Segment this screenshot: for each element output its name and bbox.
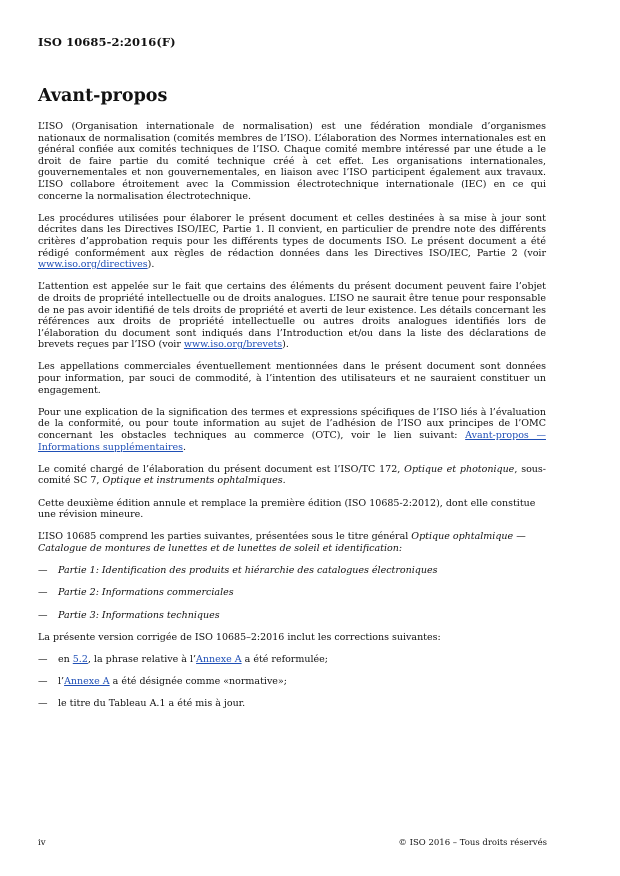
paragraph-patents: L’attention est appelée sur le fait que certains des éléments du présent document peuvent faire l’objet de droits de propriété intellectuelle ou de droits analogues. L’ISO ne saurait être tenue pour responsable de ne pas avoir identifié de tels droits de propriété et averti de leur existence. Les détails concernant les références aux droits de propriété intellectuelle ou autres droits analogues identifiés lors de l’élaboration du document sont indiqués dans l’Introduction et/ou dans la liste des déclarations de brevets reçues par l’ISO (voir www.iso.org/brevets).: [38, 281, 546, 351]
list-item: — en 5.2, la phrase relative à l’Annexe A a été reformulée;: [38, 653, 328, 665]
list-item: — Partie 2: Informations commerciales: [38, 587, 234, 599]
list-item: — Partie 3: Informations techniques: [38, 609, 220, 621]
supplementary-info-link[interactable]: Avant-propos — Informations supplémentaires: [38, 430, 546, 453]
annex-a-link[interactable]: Annexe A: [196, 653, 242, 665]
list-item: — le titre du Tableau A.1 a été mis à jour.: [38, 698, 246, 710]
page-title: Avant-propos: [38, 86, 168, 106]
paragraph-parts-intro: L’ISO 10685 comprend les parties suivantes, présentées sous le titre général Optique ophtalmique — Catalogue de montures de lunettes et de lunettes de soleil et identification:: [38, 531, 526, 554]
patents-link[interactable]: www.iso.org/brevets: [183, 339, 283, 351]
copyright-notice: © ISO 2016 – Tous droits réservés: [398, 838, 547, 848]
clause-5-2-link[interactable]: 5.2: [72, 653, 88, 665]
paragraph-conformity: Pour une explication de la signification des termes et expressions spécifiques de l’ISO liés à l’évaluation de la conformité, ou pour toute information au sujet de l’adhésion de l’ISO aux principes de l’OMC concernant les obstacles techniques au commerce (OTC), voir le lien suivant: Avant-propos — Informations supplémentaires.: [38, 406, 546, 453]
paragraph-iso-intro: L’ISO (Organisation internationale de normalisation) est une fédération mondiale d’organismes nationaux de normalisation (comités membres de l’ISO). L’élaboration des Normes internationales est en général confiée aux comités techniques de l’ISO. Chaque comité membre intéressé par une étude a le droit de faire partie du comité technique créé à cet effet. Les organisations internationales, gouvernementales et non gouvernementales, en liaison avec l’ISO participent également aux travaux. L’ISO collabore étroitement avec la Commission électrotechnique internationale (IEC) en ce qui concerne la normalisation électrotechnique.: [38, 121, 546, 202]
paragraph-trade-names: Les appellations commerciales éventuellement mentionnées dans le présent document sont données pour information, par souci de commodité, à l’intention des utilisateurs et ne sauraient constituer un engagement.: [38, 361, 546, 396]
annex-a-link[interactable]: Annexe A: [64, 676, 110, 688]
list-item: — l’Annexe A a été désignée comme «normative»;: [38, 676, 287, 688]
paragraph-edition: Cette deuxième édition annule et remplace la première édition (ISO 10685-2:2012), dont elle constitue une révision mineure.: [38, 497, 536, 521]
paragraph-corrections-intro: La présente version corrigée de ISO 10685–2:2016 inclut les corrections suivantes:: [38, 631, 441, 643]
list-item: — Partie 1: Identification des produits et hiérarchie des catalogues électroniques: [38, 565, 438, 577]
paragraph-committee: Le comité chargé de l’élaboration du présent document est l’ISO/TC 172, Optique et photonique, sous-comité SC 7, Optique et instruments ophtalmiques.: [38, 463, 546, 487]
document-id-header: ISO 10685-2:2016(F): [38, 35, 176, 49]
page-number: iv: [38, 838, 46, 848]
directives-link[interactable]: www.iso.org/directives: [38, 259, 148, 271]
foreword-body: [38, 121, 546, 720]
paragraph-procedures: Les procédures utilisées pour élaborer le présent document et celles destinées à sa mise à jour sont décrites dans les Directives ISO/IEC, Partie 1. Il convient, en particulier de prendre note des différents critères d’approbation requis pour les différents types de documents ISO. Le présent document a été rédigé conformément aux règles de rédaction données dans les Directives ISO/IEC, Partie 2 (voir www.iso.org/directives).: [38, 212, 546, 271]
